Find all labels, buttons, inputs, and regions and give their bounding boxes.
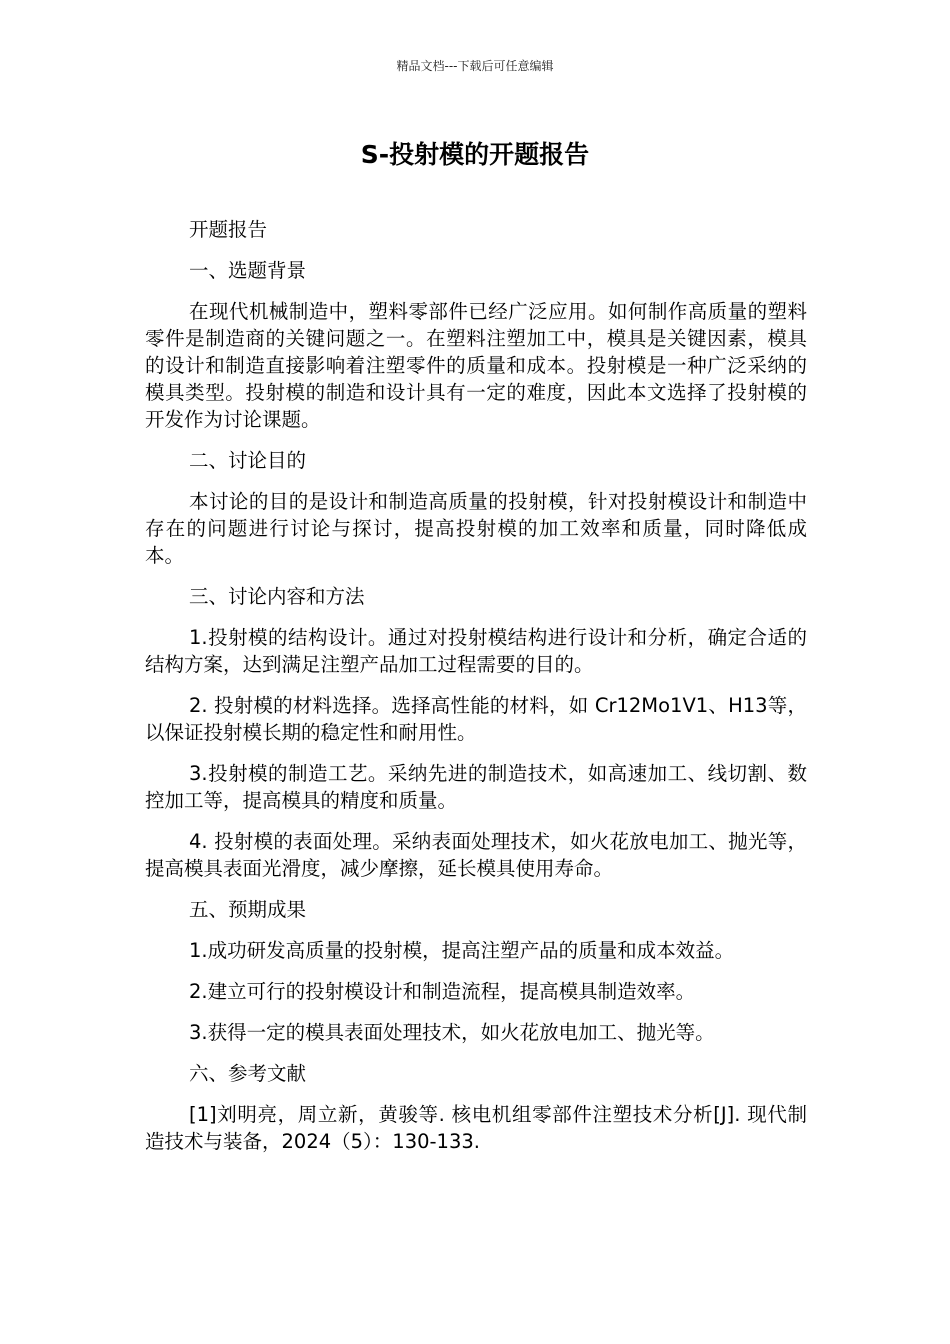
paragraph-purpose: 本讨论的目的是设计和制造高质量的投射模，针对投射模设计和制造中存在的问题进行讨论与探讨，提高投射模的加工效率和质量，同时降低成本。 xyxy=(145,490,807,567)
section-heading-references: 六、参考文献 xyxy=(189,1062,307,1085)
document-title: S-投射模的开题报告 xyxy=(360,140,590,169)
list-item-result-3: 3.获得一定的模具表面处理技术，如火花放电加工、抛光等。 xyxy=(189,1021,715,1044)
heading-report: 开题报告 xyxy=(189,218,268,241)
header-note: 精品文档---下载后可任意编辑 xyxy=(396,59,554,73)
list-item-surface-treatment: 4. 投射模的表面处理。采纳表面处理技术，如火花放电加工、抛光等，提高模具表面光滑度，减少摩擦，延长模具使用寿命。 xyxy=(145,830,807,880)
section-heading-expected-results: 五、预期成果 xyxy=(189,898,307,921)
list-item-manufacturing-process: 3.投射模的制造工艺。采纳先进的制造技术，如高速加工、线切割、数控加工等，提高模具的精度和质量。 xyxy=(145,762,807,812)
list-item-structure-design: 1.投射模的结构设计。通过对投射模结构进行设计和分析，确定合适的结构方案，达到满足注塑产品加工过程需要的目的。 xyxy=(145,626,807,676)
section-heading-background: 一、选题背景 xyxy=(189,259,307,282)
list-item-material-selection: 2. 投射模的材料选择。选择高性能的材料，如 Cr12Mo1V1、H13等，以保证投射模长期的稳定性和耐用性。 xyxy=(145,694,807,744)
document-body xyxy=(145,216,807,1155)
section-heading-content-methods: 三、讨论内容和方法 xyxy=(189,585,365,608)
paragraph-background: 在现代机械制造中，塑料零部件已经广泛应用。如何制作高质量的塑料零件是制造商的关键问题之一。在塑料注塑加工中，模具是关键因素，模具的设计和制造直接影响着注塑零件的质量和成本。投射模是一种广泛采纳的模具类型。投射模的制造和设计具有一定的难度，因此本文选择了投射模的开发作为讨论课题。 xyxy=(145,300,807,431)
list-item-result-2: 2.建立可行的投射模设计和制造流程，提高模具制造效率。 xyxy=(189,980,696,1003)
reference-item-1: [1]刘明亮，周立新，黄骏等. 核电机组零部件注塑技术分析[J]. 现代制造技术与装备，2024（5）：130-133. xyxy=(145,1103,807,1153)
list-item-result-1: 1.成功研发高质量的投射模，提高注塑产品的质量和成本效益。 xyxy=(189,939,735,962)
section-heading-purpose: 二、讨论目的 xyxy=(189,449,307,472)
